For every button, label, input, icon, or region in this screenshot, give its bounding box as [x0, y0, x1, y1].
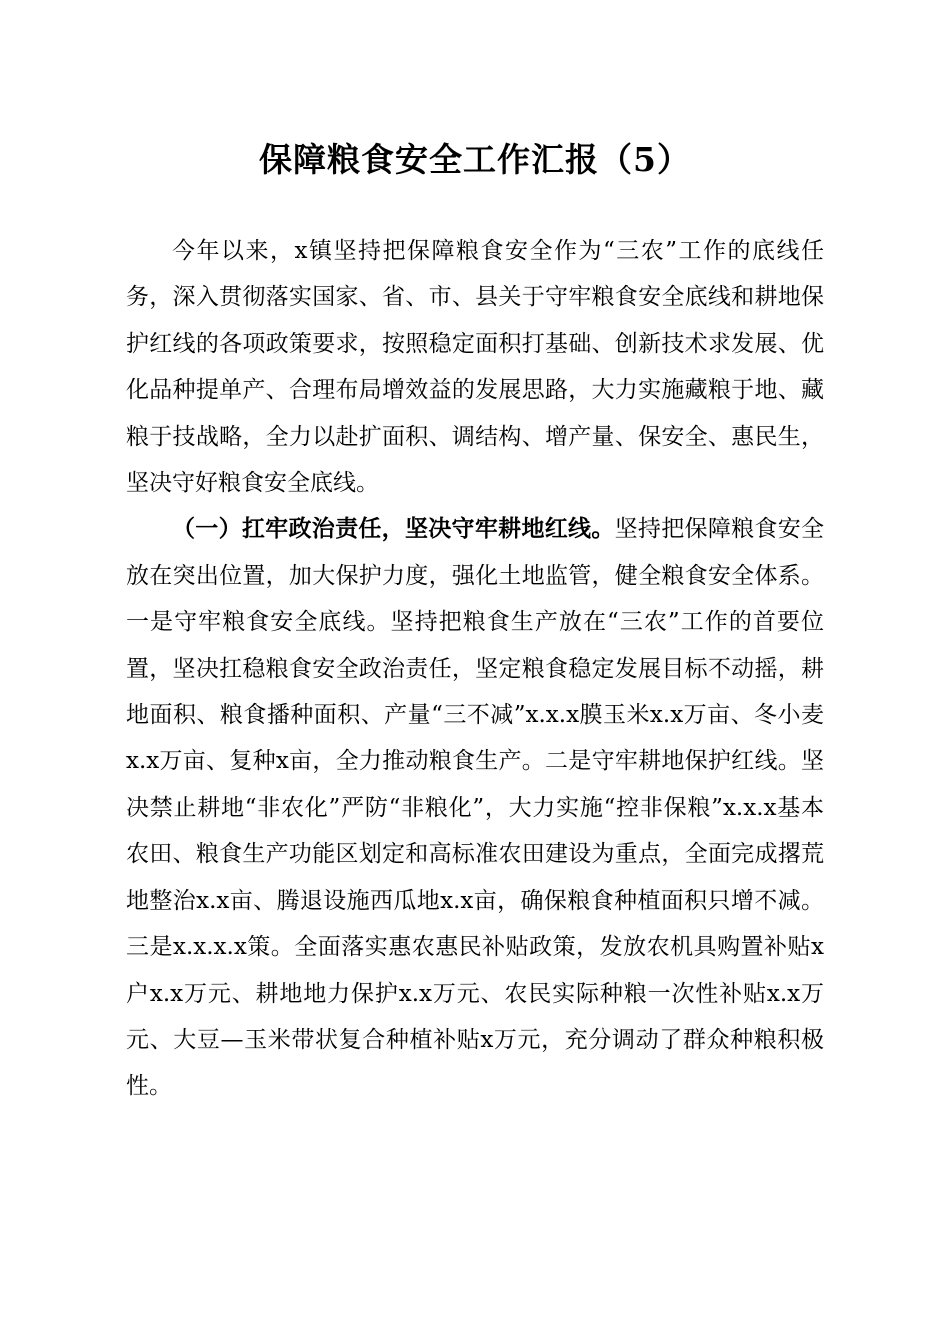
intro-paragraph: 今年以来，x镇坚持把保障粮食安全作为“三农”工作的底线任务，深入贯彻落实国家、省、市、县关于守牢粮食安全底线和耕地保护红线的各项政策要求，按照稳定面积打基础、创新技术求发展、优化品种提单产、合理布局增效益的发展思路，大力实施藏粮于地、藏粮于技战略，全力以赴扩面积、调结构、增产量、保安全、惠民生，坚决守好粮食安全底线。	[126, 238, 824, 497]
section-1-paragraph	[126, 506, 824, 1109]
section-1-text: 坚持把保障粮食安全放在突出位置，加大保护力度，强化土地监管，健全粮食安全体系。一是守牢粮食安全底线。坚持把粮食生产放在“三农”工作的首要位置，坚决扛稳粮食安全政治责任，坚定粮食稳定发展目标不动摇，耕地面积、粮食播种面积、产量“三不减”x.x.x膜玉米x.x万亩、冬小麦x.x万亩、复种x亩，全力推动粮食生产。二是守牢耕地保护红线。坚决禁止耕地“非农化”严防“非粮化”，大力实施“控非保粮”x.x.x基本农田、粮食生产功能区划定和高标准农田建设为重点，全面完成撂荒地整治x.x亩、腾退设施西瓜地x.x亩，确保粮食种植面积只增不减。三是x.x.x.x策。全面落实惠农惠民补贴政策，发放农机具购置补贴x户x.x万元、耕地地力保护x.x万元、农民实际种粮一次性补贴x.x万元、大豆—玉米带状复合种植补贴x万元，充分调动了群众种粮积极性。	[126, 516, 825, 1100]
document-title: 保障粮食安全工作汇报（5）	[259, 140, 691, 179]
document-body	[126, 228, 824, 1110]
section-1-heading: （一）扛牢政治责任，坚决守牢耕地红线。	[172, 515, 615, 543]
